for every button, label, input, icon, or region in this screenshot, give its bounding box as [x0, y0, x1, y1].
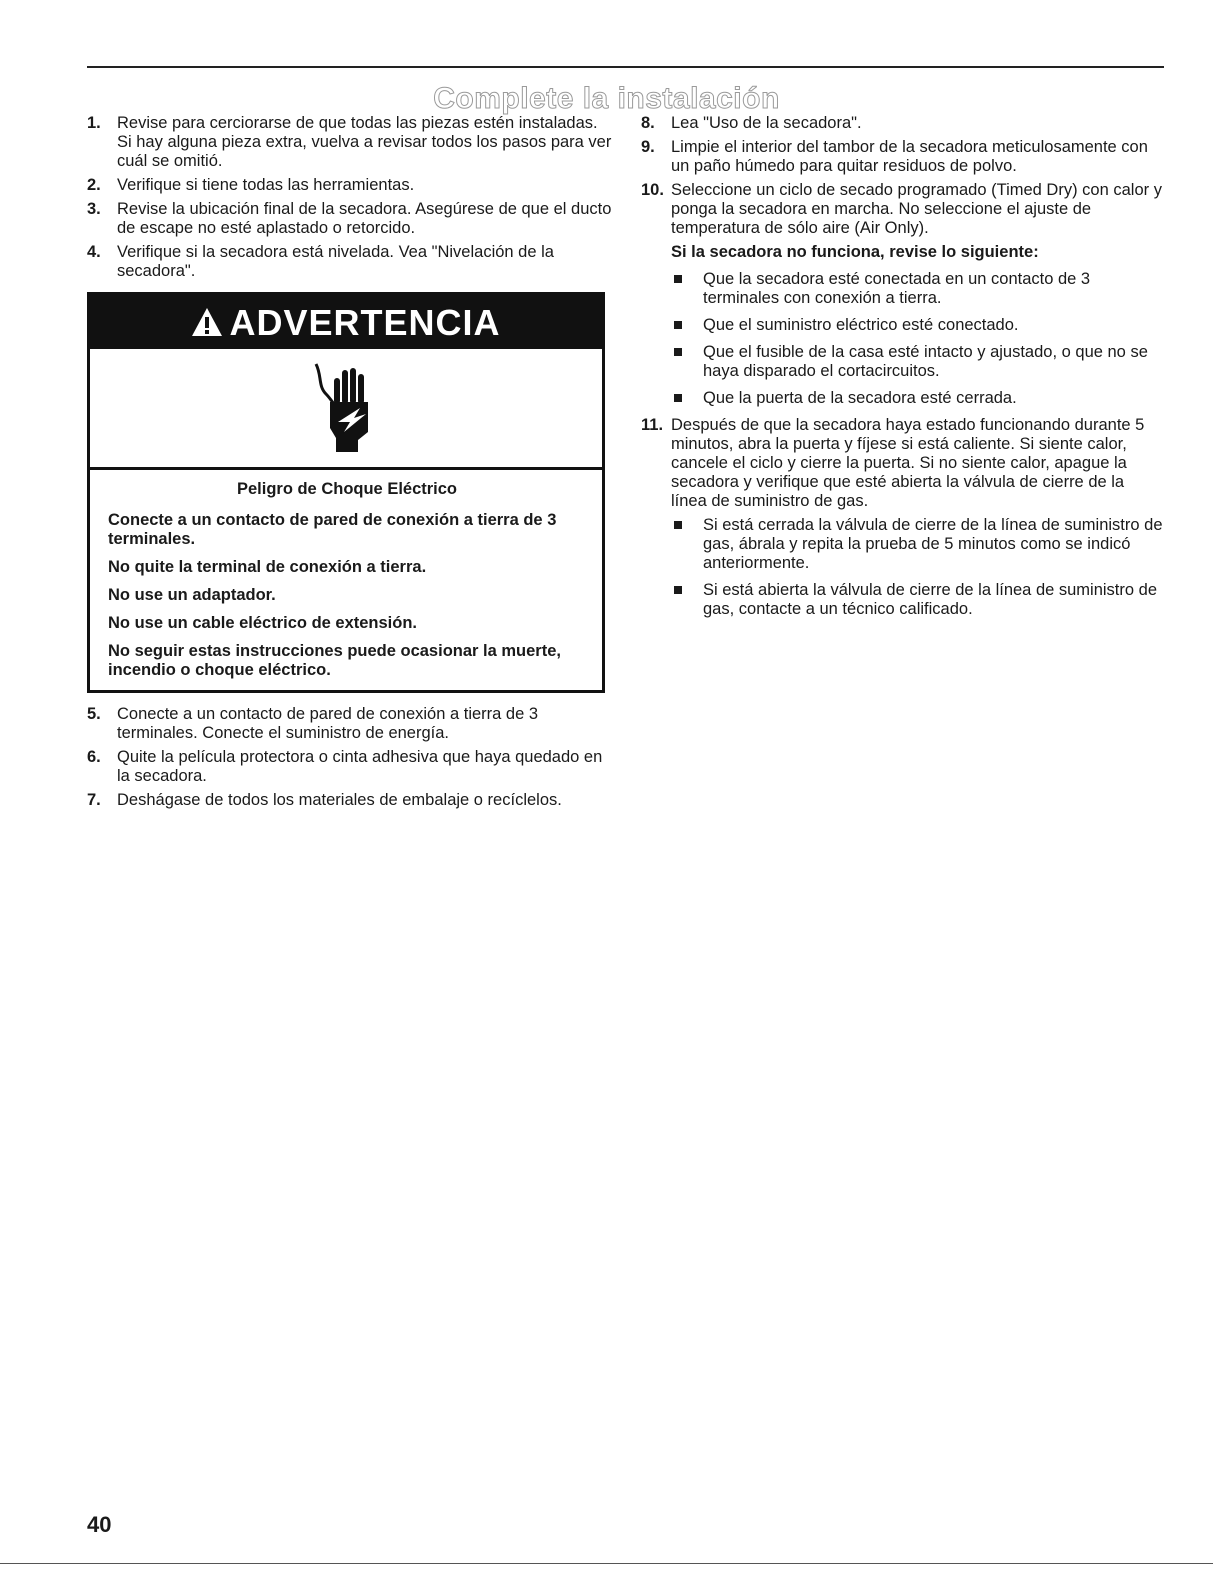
steps-list-top — [87, 114, 612, 281]
step-number: 8. — [641, 114, 655, 132]
step-number: 4. — [87, 243, 101, 261]
list-item — [87, 176, 612, 195]
top-rule — [87, 66, 1164, 68]
list-item — [641, 581, 1163, 619]
warning-line: No use un cable eléctrico de extensión. — [108, 614, 418, 632]
list-item — [87, 243, 612, 281]
step-number: 6. — [87, 748, 101, 766]
warning-line: Conecte a un contacto de pared de conexión a tierra de 3 terminales. — [108, 511, 557, 548]
page-number: 40 — [87, 1512, 112, 1537]
list-item — [641, 343, 1163, 381]
warning-heading: ADVERTENCIA — [229, 301, 501, 343]
step-text: Después de que la secadora haya estado funcionando durante 5 minutos, abra la puerta y fíjese si está caliente. Si siente calor, cancele el ciclo y cierre la puerta. Si no siente calor, apague la secadora y verifique que esté abierta la válvula de cierre de la línea de suministro de gas. — [671, 416, 1145, 510]
list-item — [87, 200, 612, 238]
step-number: 2. — [87, 176, 101, 194]
step-text: Conecte a un contacto de pared de conexión a tierra de 3 terminales. Conecte el suministro de energía. — [117, 705, 539, 742]
bullet-text: Que el fusible de la casa esté intacto y ajustado, o que no se haya disparado el cortacircuitos. — [703, 343, 1148, 380]
bullet-text: Que el suministro eléctrico esté conectado. — [703, 316, 1019, 334]
warning-box — [87, 292, 605, 693]
check-list — [641, 270, 1163, 408]
step-text: Revise la ubicación final de la secadora. Asegúrese de que el ducto de escape no esté aplastado o retorcido. — [117, 200, 612, 237]
electrical-shock-hand-icon — [314, 362, 378, 454]
list-item — [641, 181, 1163, 238]
page-title: Complete la instalación — [433, 82, 780, 115]
step-number: 3. — [87, 200, 101, 218]
list-item — [87, 748, 612, 786]
list-item — [641, 270, 1163, 308]
step-text: Deshágase de todos los materiales de embalaje o recíclelos. — [117, 791, 562, 809]
list-item — [641, 516, 1163, 573]
list-item — [87, 705, 612, 743]
step-text: Quite la película protectora o cinta adhesiva que haya quedado en la secadora. — [117, 748, 603, 785]
step-number: 7. — [87, 791, 101, 809]
step-number: 11. — [641, 416, 664, 434]
warning-header — [90, 295, 602, 349]
list-item — [641, 389, 1163, 408]
square-bullet-icon — [674, 348, 682, 356]
steps-list-right — [641, 114, 1163, 238]
check-heading: Si la secadora no funciona, revise lo siguiente: — [671, 243, 1039, 261]
step11-bullets — [641, 516, 1163, 619]
step-number: 5. — [87, 705, 101, 723]
step-text: Limpie el interior del tambor de la secadora meticulosamente con un paño húmedo para quitar residuos de polvo. — [671, 138, 1148, 175]
step-text: Revise para cerciorarse de que todas las piezas estén instaladas. Si hay alguna pieza extra, vuelva a revisar todos los pasos para ver cuál se omitió. — [117, 114, 612, 170]
square-bullet-icon — [674, 394, 682, 402]
steps-list-bottom — [87, 705, 612, 810]
right-column — [641, 114, 1163, 627]
bottom-rule — [0, 1563, 1213, 1564]
square-bullet-icon — [674, 275, 682, 283]
list-item — [641, 316, 1163, 335]
step-text: Seleccione un ciclo de secado programado (Timed Dry) con calor y ponga la secadora en marcha. No seleccione el ajuste de temperatura de sólo aire (Air Only). — [671, 181, 1162, 237]
step-text: Verifique si tiene todas las herramientas. — [117, 176, 415, 194]
warning-icon-area — [90, 349, 602, 470]
list-item — [87, 114, 612, 171]
warning-line: No use un adaptador. — [108, 586, 276, 604]
list-item — [641, 114, 1163, 133]
step-number: 10. — [641, 181, 664, 199]
list-item — [641, 416, 1163, 511]
list-item — [641, 138, 1163, 176]
steps-list-right-2 — [641, 416, 1163, 511]
square-bullet-icon — [674, 321, 682, 329]
bullet-text: Si está cerrada la válvula de cierre de la línea de suministro de gas, ábrala y repita la prueba de 5 minutos como se indicó anteriormente. — [703, 516, 1163, 572]
bullet-text: Si está abierta la válvula de cierre de la línea de suministro de gas, contacte a un técnico calificado. — [703, 581, 1157, 618]
square-bullet-icon — [674, 521, 682, 529]
step-number: 1. — [87, 114, 101, 132]
warning-body — [90, 470, 602, 690]
bullet-text: Que la secadora esté conectada en un contacto de 3 terminales con conexión a tierra. — [703, 270, 1091, 307]
warning-triangle-icon — [191, 307, 223, 337]
warning-line: No seguir estas instrucciones puede ocasionar la muerte, incendio o choque eléctrico. — [108, 642, 561, 679]
step-number: 9. — [641, 138, 655, 156]
bullet-text: Que la puerta de la secadora esté cerrada. — [703, 389, 1017, 407]
left-column — [87, 114, 612, 815]
square-bullet-icon — [674, 586, 682, 594]
list-item — [87, 791, 612, 810]
warning-line: No quite la terminal de conexión a tierra. — [108, 558, 427, 576]
warning-subheading: Peligro de Choque Eléctrico — [236, 480, 458, 498]
step-text: Lea "Uso de la secadora". — [671, 114, 862, 132]
step-text: Verifique si la secadora está nivelada. Vea "Nivelación de la secadora". — [117, 243, 554, 280]
